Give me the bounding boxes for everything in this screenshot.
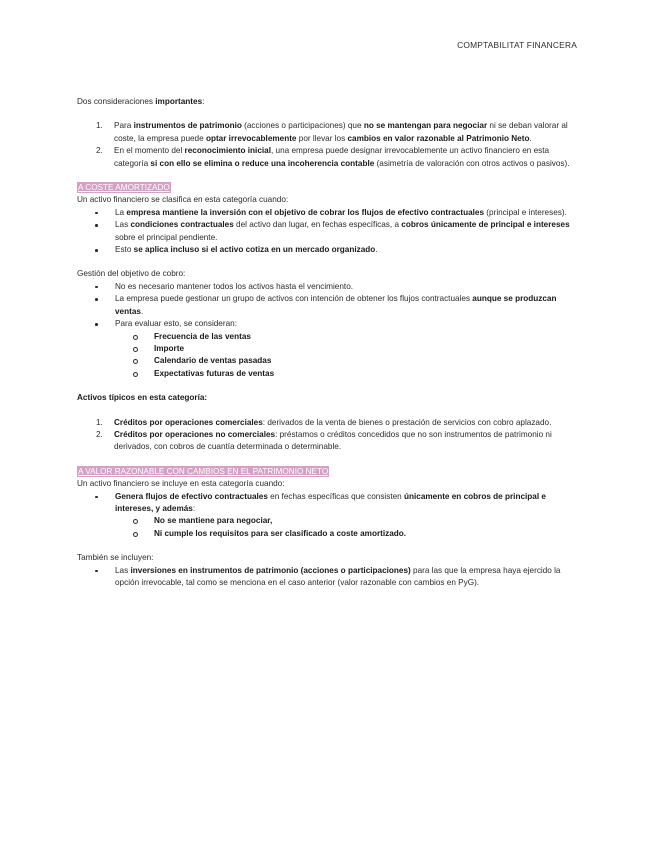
text-run: La	[115, 207, 127, 217]
valor-sub-list	[115, 515, 580, 540]
text-run: La empresa puede gestionar un grupo de activos con intención de obtener los flujos contractuales	[115, 294, 473, 304]
bold-text: reconocimiento inicial	[184, 146, 271, 156]
text-run: .	[375, 245, 378, 255]
text-run: sobre el principal pendiente.	[115, 232, 218, 242]
text-run: (asimetría de valoración con otros activos o pasivos).	[374, 158, 570, 168]
sub-list-item: Frecuencia de las ventas	[115, 331, 580, 343]
bold-text: únicamente en cobros de principal e intereses, y además	[115, 491, 546, 513]
bold-text: Genera flujos de efectivo contractuales	[115, 491, 268, 501]
text-run: En el momento del	[114, 146, 185, 156]
list-item	[77, 244, 580, 256]
list-item: 2. En el momento del reconocimiento inicial, una empresa puede designar irrevocablemente un activo financiero en esta categoría si con ello se elimina o reduce una incoherencia contable (asimetría de valoración con otros activos o pasivos).	[96, 146, 570, 168]
text-run: .	[529, 133, 532, 143]
tipicos-list	[77, 417, 580, 454]
section-heading-coste-amortizado: A COSTE AMORTIZADO	[78, 183, 170, 193]
sub-list-item: Importe	[115, 343, 580, 355]
bold-text: si con ello se elimina o reduce una incoherencia contable	[150, 158, 375, 168]
text-run: No es necesario mantener todos los activos hasta el vencimiento.	[115, 281, 354, 291]
page-header: COMPTABILITAT FINANCERA	[457, 40, 577, 50]
tipicos-title: Activos típicos en esta categoría:	[77, 393, 208, 403]
valor-conditions-list	[77, 491, 580, 541]
list-item	[77, 219, 580, 244]
text-run: : derivados de la venta de bienes o prestación de servicios con cobro aplazado.	[262, 417, 552, 427]
list-item	[77, 207, 580, 219]
bold-text: cobros únicamente de principal e intereses	[401, 220, 570, 230]
list-item: 2. Créditos por operaciones no comerciales: préstamos o créditos concedidos que no son instrumentos de patrimonio ni derivados, con cobros de cuantía determinada o determinable.	[96, 429, 552, 452]
text-run: Para	[114, 121, 134, 131]
tambien-list	[77, 565, 580, 590]
bold-text: Créditos por operaciones comerciales	[114, 417, 263, 427]
list-item	[77, 281, 580, 293]
sub-list-item: No se mantiene para negociar,	[115, 515, 580, 527]
bold-text: optar irrevocablemente	[205, 133, 297, 143]
list-item	[77, 293, 580, 318]
sub-list-item: Ni cumple los requisitos para ser clasificado a coste amortizado.	[115, 528, 580, 540]
coste-intro: Un activo financiero se clasifica en esta categoría cuando:	[77, 195, 289, 205]
text-run: por llevar los	[296, 133, 348, 143]
text-run: para las que la empresa haya ejercido la opción irrevocable, tal como se menciona en el caso anterior (valor razonable con cambios en PyG).	[115, 565, 561, 587]
bold-text: empresa mantiene la inversión con el objetivo de cobrar los flujos de efectivo contractuales	[126, 207, 485, 217]
bold-text: inversiones en instrumentos de patrimonio (acciones o participaciones)	[130, 565, 411, 575]
tambien-title: También se incluyen:	[77, 553, 154, 563]
text-run: , una empresa puede designar irrevocablemente un activo financiero en esta categoría	[114, 146, 550, 168]
text-run: Para evaluar esto, se consideran:	[115, 319, 237, 329]
text-run: Las	[115, 220, 131, 230]
bold-text: instrumentos de patrimonio	[133, 121, 242, 131]
valor-intro: Un activo financiero se incluye en esta categoría cuando:	[77, 479, 285, 489]
bold-text: no se mantengan para negociar	[363, 121, 488, 131]
text-run: (acciones o participaciones) que	[241, 121, 364, 131]
text-run: Esto	[115, 245, 134, 255]
text-run: Las	[115, 565, 131, 575]
text-run: del activo dan lugar, en fechas específicas, a	[233, 220, 402, 230]
list-item	[77, 318, 580, 380]
bold-text: se aplica incluso si el activo cotiza en un mercado organizado	[133, 245, 376, 255]
bold-text: aunque se produzcan ventas	[115, 294, 557, 316]
sub-list-item: Calendario de ventas pasadas	[115, 355, 580, 367]
consideraciones-list	[77, 120, 580, 170]
coste-conditions-list	[77, 207, 580, 257]
text-run: en fechas específicas que consisten	[267, 491, 404, 501]
document-body	[77, 96, 580, 589]
list-item	[77, 491, 580, 541]
bold-text: condiciones contractuales	[130, 220, 234, 230]
text-run: (principal e intereses).	[484, 207, 567, 217]
text-run: : préstamos o créditos concedidos que no son instrumentos de patrimonio ni derivados, con cobros de cuantía determinada o determinable.	[114, 429, 552, 452]
bold-text: cambios en valor razonable al Patrimonio Neto	[347, 133, 530, 143]
list-item	[77, 565, 580, 590]
section-heading-valor-razonable: A VALOR RAZONABLE CON CAMBIOS EN EL PATRIMONIO NETO	[78, 466, 329, 476]
sub-list-item: Expectativas futuras de ventas	[115, 368, 580, 380]
gestion-list	[77, 281, 580, 380]
text-run: :	[192, 503, 196, 513]
list-item: 1. Créditos por operaciones comerciales: derivados de la venta de bienes o prestación de servicios con cobro aplazado.	[96, 417, 552, 427]
gestion-sub-list	[115, 331, 580, 381]
text-run: ni se deban valorar al coste, la empresa puede	[114, 121, 568, 143]
gestion-title: Gestión del objetivo de cobro:	[77, 269, 186, 279]
list-item: 1. Para instrumentos de patrimonio (acciones o participaciones) que no se mantengan para negociar ni se deban valorar al coste, la empresa puede optar irrevocablemente por llevar los cambios en valor razonable al Patrimonio Neto.	[96, 121, 568, 143]
text-run: .	[140, 306, 144, 316]
bold-text: Créditos por operaciones no comerciales	[114, 429, 276, 439]
consideraciones-intro: Dos consideraciones importantes:	[77, 97, 205, 106]
